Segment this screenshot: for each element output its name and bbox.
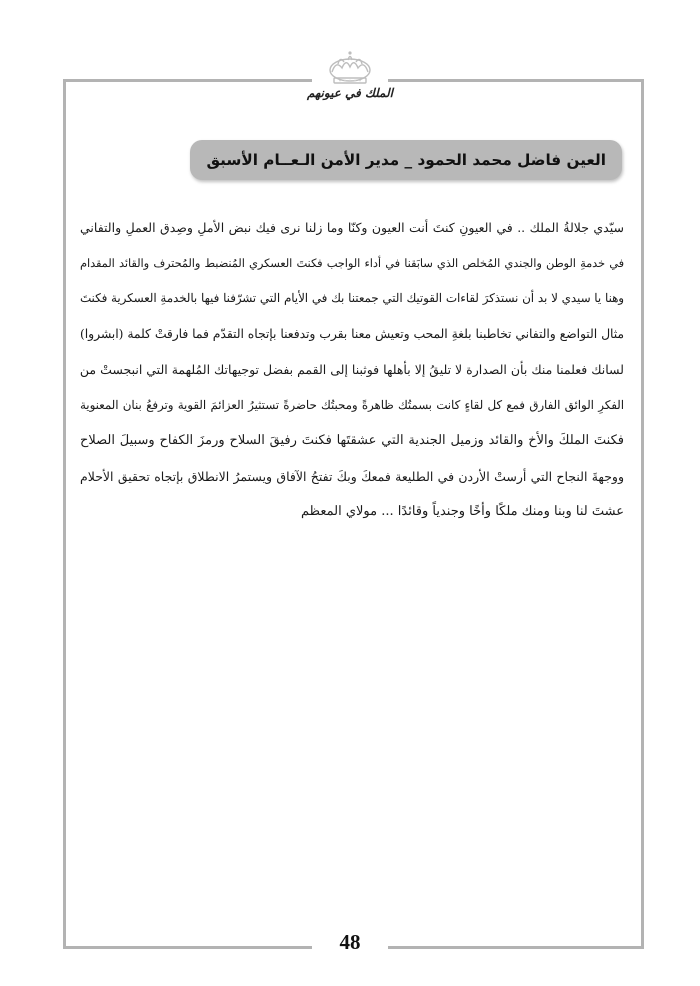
- body-line: سيّدي جلالةُ الملك .. في العيونِ كنتَ أنت العيون وكنّا وما زلنا نرى فيك نبض الأملِ وصِدق العملِ والتفاني: [80, 220, 624, 235]
- body-line: عشتَ لنا وبنا ومنك ملكًا وأخًا وجندياً وقائدًا ... مولاي المعظم: [301, 504, 624, 519]
- frame-bottom-left-rule: [63, 946, 312, 949]
- body-line: مثال التواضع والتفاني تخاطبنا بلغةِ المحب وتعيش معنا بقرب وتدفعنا بإتجاه التقدّم فما فارقتْ كلمة (ابشروا): [80, 326, 624, 341]
- header-caption: الملك في عيونهم: [307, 86, 393, 100]
- frame-bottom-right-rule: [388, 946, 644, 949]
- section-title-box: [190, 140, 622, 180]
- frame-left-rule: [63, 79, 66, 949]
- page-number: 48: [339, 930, 361, 954]
- body-line: ووجهةَ النجاح التي أرستْ الأردن في الطليعة فمعكَ وبكَ تفتحُ الآفاق ويستمرُ الانطلاق بإتجاه تحقيق الأحلام: [80, 468, 624, 484]
- section-title: العين فاضل محمد الحمود _ مدير الأمن الـعــام الأسبق: [206, 151, 606, 169]
- frame-right-rule: [641, 79, 644, 949]
- body-line: لسانك فعلمنا منك بأن الصدارة لا تليقُ إلا بأهلها فوثبنا إلى القمم بفضل توجيهاتك المُلهمة التي انبجستْ من: [80, 362, 624, 377]
- crown-icon: [326, 50, 374, 90]
- frame-top-right-rule: [388, 79, 644, 82]
- body-line: في خدمةِ الوطن والجندي المُخلص الذي سابَقنا في أداء الواجب فكنتَ العسكري المُنضبط والمُحترف والقائد المقدام: [80, 256, 624, 270]
- body-line: الفكرِ الوائق الفارق فمع كل لقاءٍ كانت بسمتُك ظاهرةً ومحبتُك حاضرةً تستثيرُ العزائمَ القوية وترفعُ بنان المعنوية: [80, 397, 624, 412]
- frame-top-left-rule: [63, 79, 312, 82]
- body-line: فكنتَ الملكَ والأخ والقائد وزميل الجندية التي عشقتَها فكنتَ رفيقَ السلاح ورمزَ الكفاح وسبيلَ الصلاح: [80, 433, 624, 448]
- body-line: وهنا يا سيدي لا بد أن نستذكرَ لقاءات القوتيك التي جمعتنا بك في الأيام التي تشرّفنا فيها بالخدمةِ العسكرية فكنتَ: [80, 291, 624, 305]
- body-paragraph: [80, 210, 624, 530]
